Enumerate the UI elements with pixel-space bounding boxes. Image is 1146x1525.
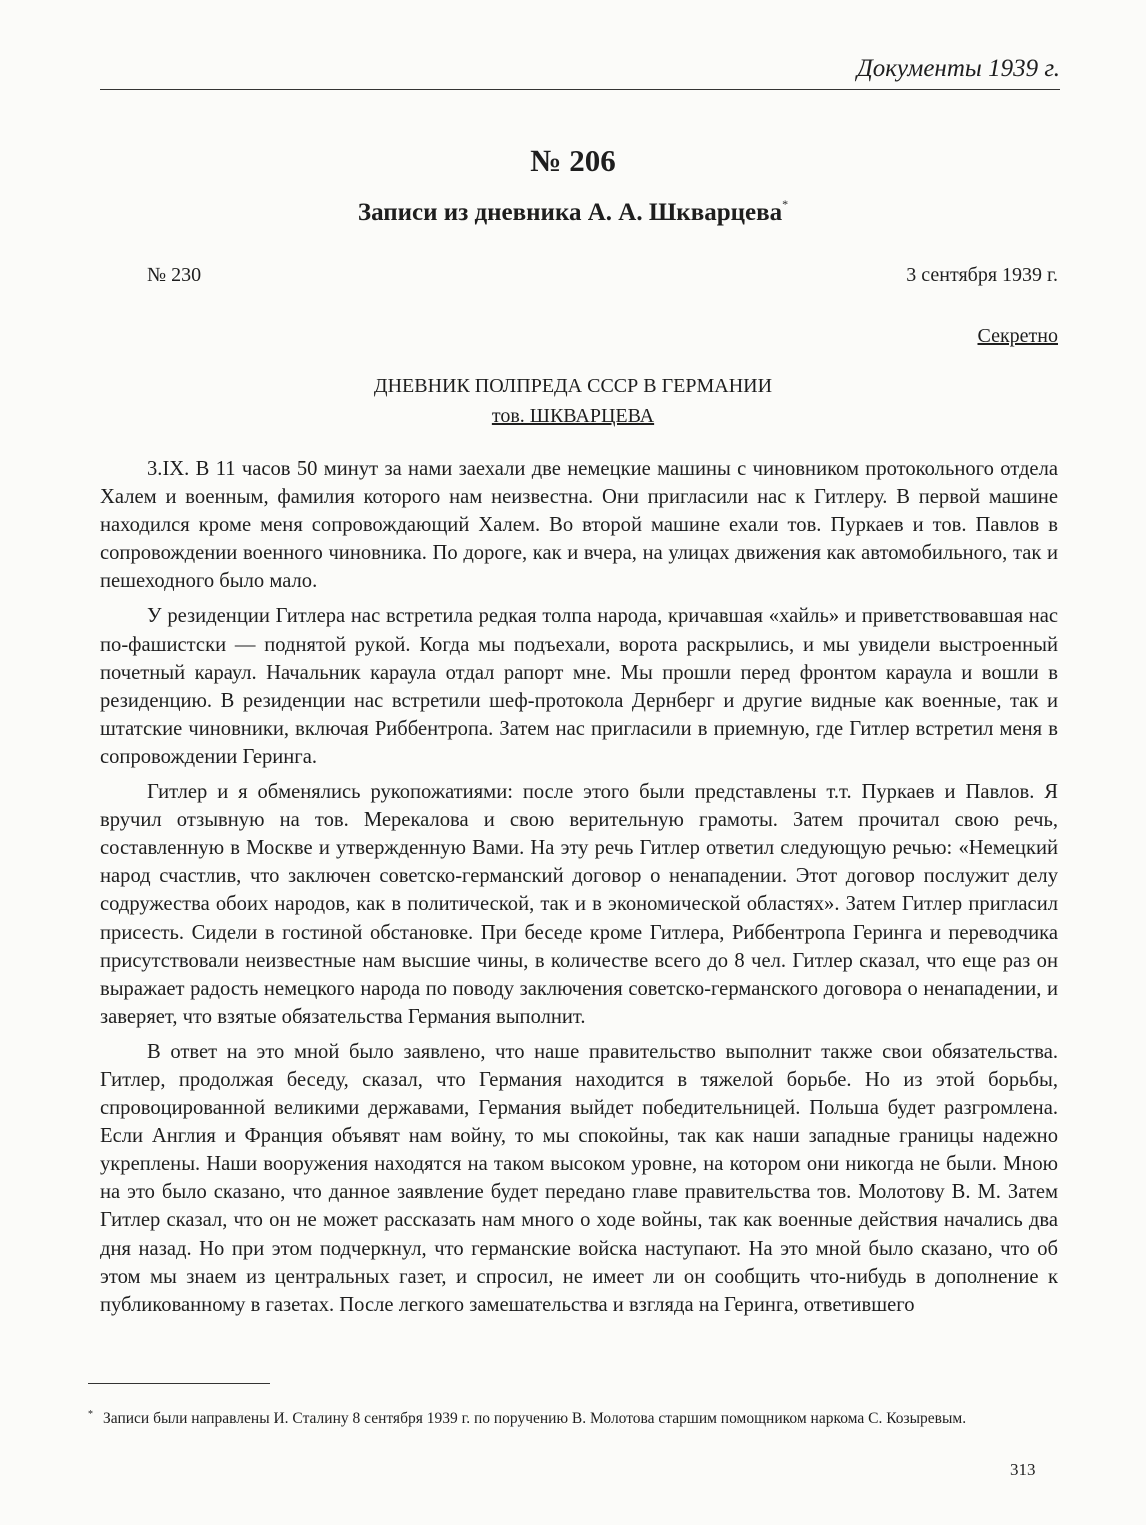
footnote bbox=[88, 1403, 1048, 1431]
document-date: 3 сентября 1939 г. bbox=[906, 264, 1058, 286]
classification-line bbox=[100, 325, 1058, 348]
paragraph: У резиденции Гитлера нас встретила редкая толпа народа, кричавшая «хайль» и приветствовавшая нас по-фашистски — поднятой рукой. Когда мы подъехали, ворота раскрылись, и мы увидели выстроенный почетный караул. Начальник караула отдал рапорт мне. Мы прошли перед фронтом караула и вошли в резиденцию. В резиденции нас встретили шеф-протокола Дернберг и другие видные как военные, так и штатские чиновники, включая Риббентропа. Затем нас пригласили в приемную, где Гитлер встретил меня в сопровождении Геринга. bbox=[100, 605, 1058, 768]
paragraph: 3.IX. В 11 часов 50 минут за нами заехали две немецкие машины с чиновником протокольного отдела Халем и военным, фамилия которого нам неизвестна. Они пригласили нас к Гитлеру. В первой машине находился кроме меня сопровождающий Халем. Во второй машине ехали тов. Пуркаев и тов. Павлов в сопровождении военного чиновника. По дороге, как и вчера, на улицах движения как автомобильного, так и пешеходного было мало. bbox=[100, 458, 1058, 593]
running-head: Документы 1939 г. bbox=[100, 55, 1060, 90]
paragraph: В ответ на это мной было заявлено, что наше правительство выполнит также свои обязательства. Гитлер, продолжая беседу, сказал, что Германия находится в тяжелой борьбе. Но из этой борьбы, спровоцированной великими державами, Германия выйдет победительницей. Польша будет разгромлена. Если Англия и Франция объявят нам войну, то мы спокойны, так как наши западные границы надежно укреплены. Наши вооружения находятся на таком высоком уровне, на котором они никогда не были. Мною на это было сказано, что данное заявление будет передано главе правительства тов. Молотову В. М. Затем Гитлер сказал, что он не может рассказать нам много о ходе войны, так как военные действия начались два дня назад. Но при этом подчеркнул, что германские войска наступают. На это мной было сказано, что об этом мы знаем из центральных газет, и спросил, не имеет ли он сообщить что-нибудь в дополнение к публикованному в газетах. После легкого замешательства и взгляда на Геринга, ответившего bbox=[100, 1040, 1058, 1316]
diary-heading: ДНЕВНИК ПОЛПРЕДА СССР В ГЕРМАНИИ bbox=[373, 375, 773, 397]
document-title bbox=[0, 197, 1146, 227]
document-meta bbox=[147, 264, 1058, 287]
footnote-marker[interactable]: * bbox=[782, 197, 789, 211]
diary-subheading-text: тов. ШКВАРЦЕВА bbox=[491, 405, 655, 427]
page-number: 313 bbox=[1010, 1460, 1036, 1479]
footnote-marker: * bbox=[88, 1409, 93, 1420]
body-text bbox=[100, 455, 1058, 1326]
classification-label: Секретно bbox=[977, 325, 1058, 347]
footnote-divider bbox=[88, 1383, 270, 1384]
reference-number: № 230 bbox=[147, 264, 202, 286]
paragraph: Гитлер и я обменялись рукопожатиями: после этого были представлены т.т. Пуркаев и Павлов. Я вручил отзывную на тов. Мерекалова и свою верительную грамоты. Затем прочитал свою речь, составленную в Москве и утвержденную Вами. На эту речь Гитлер ответил следующую речью: «Немецкий народ счастлив, что заключен советско-германский договор о ненападении. Этот договор послужит делу содружества обоих народов, как в политической, так и в экономической областях». Затем Гитлер пригласил присесть. Сидели в гостиной обстановке. При беседе кроме Гитлера, Риббентропа Геринга и переводчика присутствовали неизвестные нам высшие чины, в количестве всего до 8 чел. Гитлер сказал, что еще раз он выражает радость немецкого народа по поводу заключения советско-германского договора о ненападении, и заверяет, что взятые обязательства Германия выполнит. bbox=[100, 781, 1058, 1028]
document-title-text: Записи из дневника А. А. Шкварцева bbox=[357, 199, 783, 226]
footnote-text: Записи были направлены И. Сталину 8 сентября 1939 г. по поручению В. Молотова старшим помощником наркома С. Козыревым. bbox=[103, 1410, 967, 1428]
document-number: № 206 bbox=[530, 143, 616, 178]
diary-subheading bbox=[0, 405, 1146, 428]
